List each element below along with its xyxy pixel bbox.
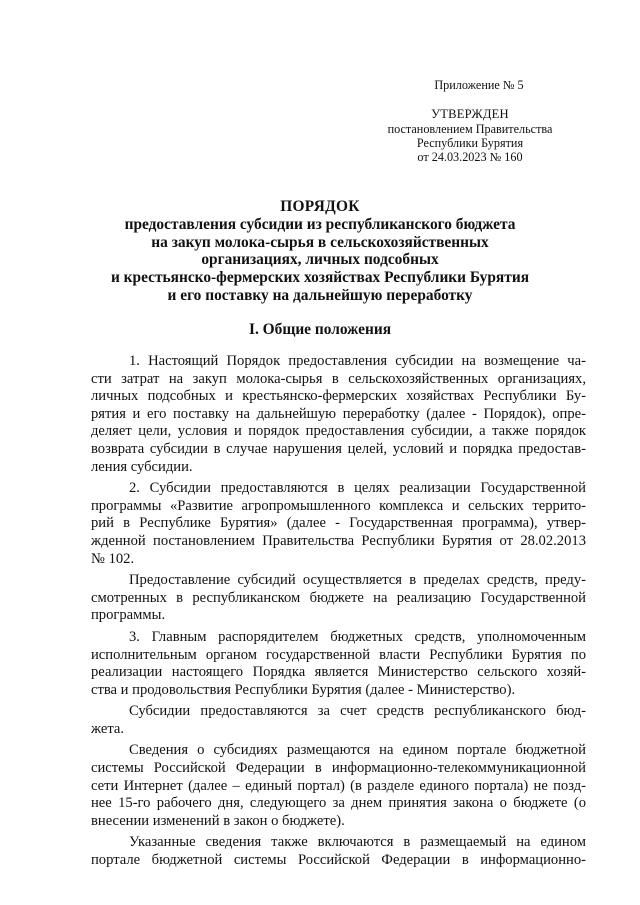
paragraph bbox=[91, 353, 586, 476]
resolution-line: Республики Бурятия bbox=[416, 135, 524, 150]
text-line: 3. Главным распорядителем бюджетных средств, уполномоченным bbox=[129, 628, 586, 645]
section-heading: I. Общие положения bbox=[248, 321, 392, 338]
approval-block bbox=[370, 78, 570, 164]
document-body bbox=[91, 353, 586, 874]
text-line: личных подсобных и крестьянско-фермерских хозяйствах Республики Бу- bbox=[91, 388, 586, 405]
text-line: программы. bbox=[91, 607, 166, 624]
title-line: и его поставку на дальнейшую переработку bbox=[167, 286, 473, 304]
text-line: ства и продовольствия Республики Бурятия (далее - Министерство). bbox=[91, 681, 516, 698]
text-line: внесении изменений в закон о бюджете). bbox=[91, 812, 345, 829]
paragraph bbox=[91, 480, 586, 568]
paragraph bbox=[91, 572, 586, 625]
text-line: системы Российской Федерации в информационно-телекоммуникационной bbox=[91, 760, 586, 777]
paragraph bbox=[91, 834, 586, 869]
paragraph bbox=[91, 742, 586, 830]
text-line: 1. Настоящий Порядок предоставления субсидии на возмещение ча- bbox=[129, 353, 586, 369]
text-line: исполнительным органом государственной власти Республики Бурятия по bbox=[91, 646, 586, 663]
text-line: нее 15-го рабочего дня, следующего за днем принятия закона о бюджете (о bbox=[91, 795, 586, 812]
text-line: № 102. bbox=[91, 550, 135, 567]
title-line: и крестьянско-фермерских хозяйствах Республики Бурятия bbox=[110, 269, 530, 287]
text-line: программы «Развитие агропромышленного комплекса и сельских террито- bbox=[91, 497, 586, 514]
resolution-line: постановлением Правительства bbox=[387, 121, 553, 136]
text-line: ления субсидии. bbox=[91, 458, 193, 475]
text-line: жета. bbox=[91, 720, 125, 737]
resolution-date: от 24.03.2023 № 160 bbox=[417, 150, 523, 165]
approved-label: УТВЕРЖДЕН bbox=[431, 107, 509, 122]
text-line: рий в Республике Бурятия» (далее - Государственная программа), утвер- bbox=[91, 515, 586, 532]
title-line: организациях, личных подсобных bbox=[201, 251, 439, 269]
text-line: реализации настоящего Порядка является Министерство сельского хозяй- bbox=[91, 664, 586, 681]
title-line: предоставления субсидии из республиканского бюджета bbox=[124, 215, 516, 233]
text-line: Субсидии предоставляются за счет средств республиканского бюд- bbox=[129, 703, 586, 720]
text-line: сти затрат на закуп молока-сырья в сельскохозяйственных организациях, bbox=[91, 370, 586, 387]
text-line: деляет цели, условия и порядок предоставления субсидии, а также порядок bbox=[91, 423, 586, 440]
text-line: Указанные сведения также включаются в размещаемый на едином bbox=[129, 834, 586, 851]
document-title bbox=[0, 198, 640, 305]
paragraph bbox=[91, 629, 586, 699]
text-line: портале бюджетной системы Российской Федерации в информационно- bbox=[91, 852, 586, 869]
text-line: 2. Субсидии предоставляются в целях реализации Государственной bbox=[129, 480, 586, 497]
title-main: ПОРЯДОК bbox=[280, 198, 360, 215]
title-line: на закуп молока-сырья в сельскохозяйственных bbox=[151, 233, 489, 251]
paragraph bbox=[91, 703, 586, 738]
text-line: Сведения о субсидиях размещаются на едином портале бюджетной bbox=[129, 742, 586, 759]
appendix-number: Приложение № 5 bbox=[434, 78, 524, 92]
text-line: Предоставление субсидий осуществляется в пределах средств, преду- bbox=[129, 572, 586, 589]
text-line: возврата субсидии в случае нарушения целей, условий и порядка предостав- bbox=[91, 440, 586, 457]
text-line: жденной постановлением Правительства Республики Бурятия от 28.02.2013 bbox=[91, 532, 586, 549]
text-line: сети Интернет (далее – единый портал) (в разделе единого портала) не позд- bbox=[91, 777, 586, 794]
text-line: рятия и его поставку на дальнейшую переработку (далее - Порядок), опре- bbox=[91, 405, 586, 422]
text-line: смотренных в республиканском бюджете на реализацию Государственной bbox=[91, 589, 586, 606]
